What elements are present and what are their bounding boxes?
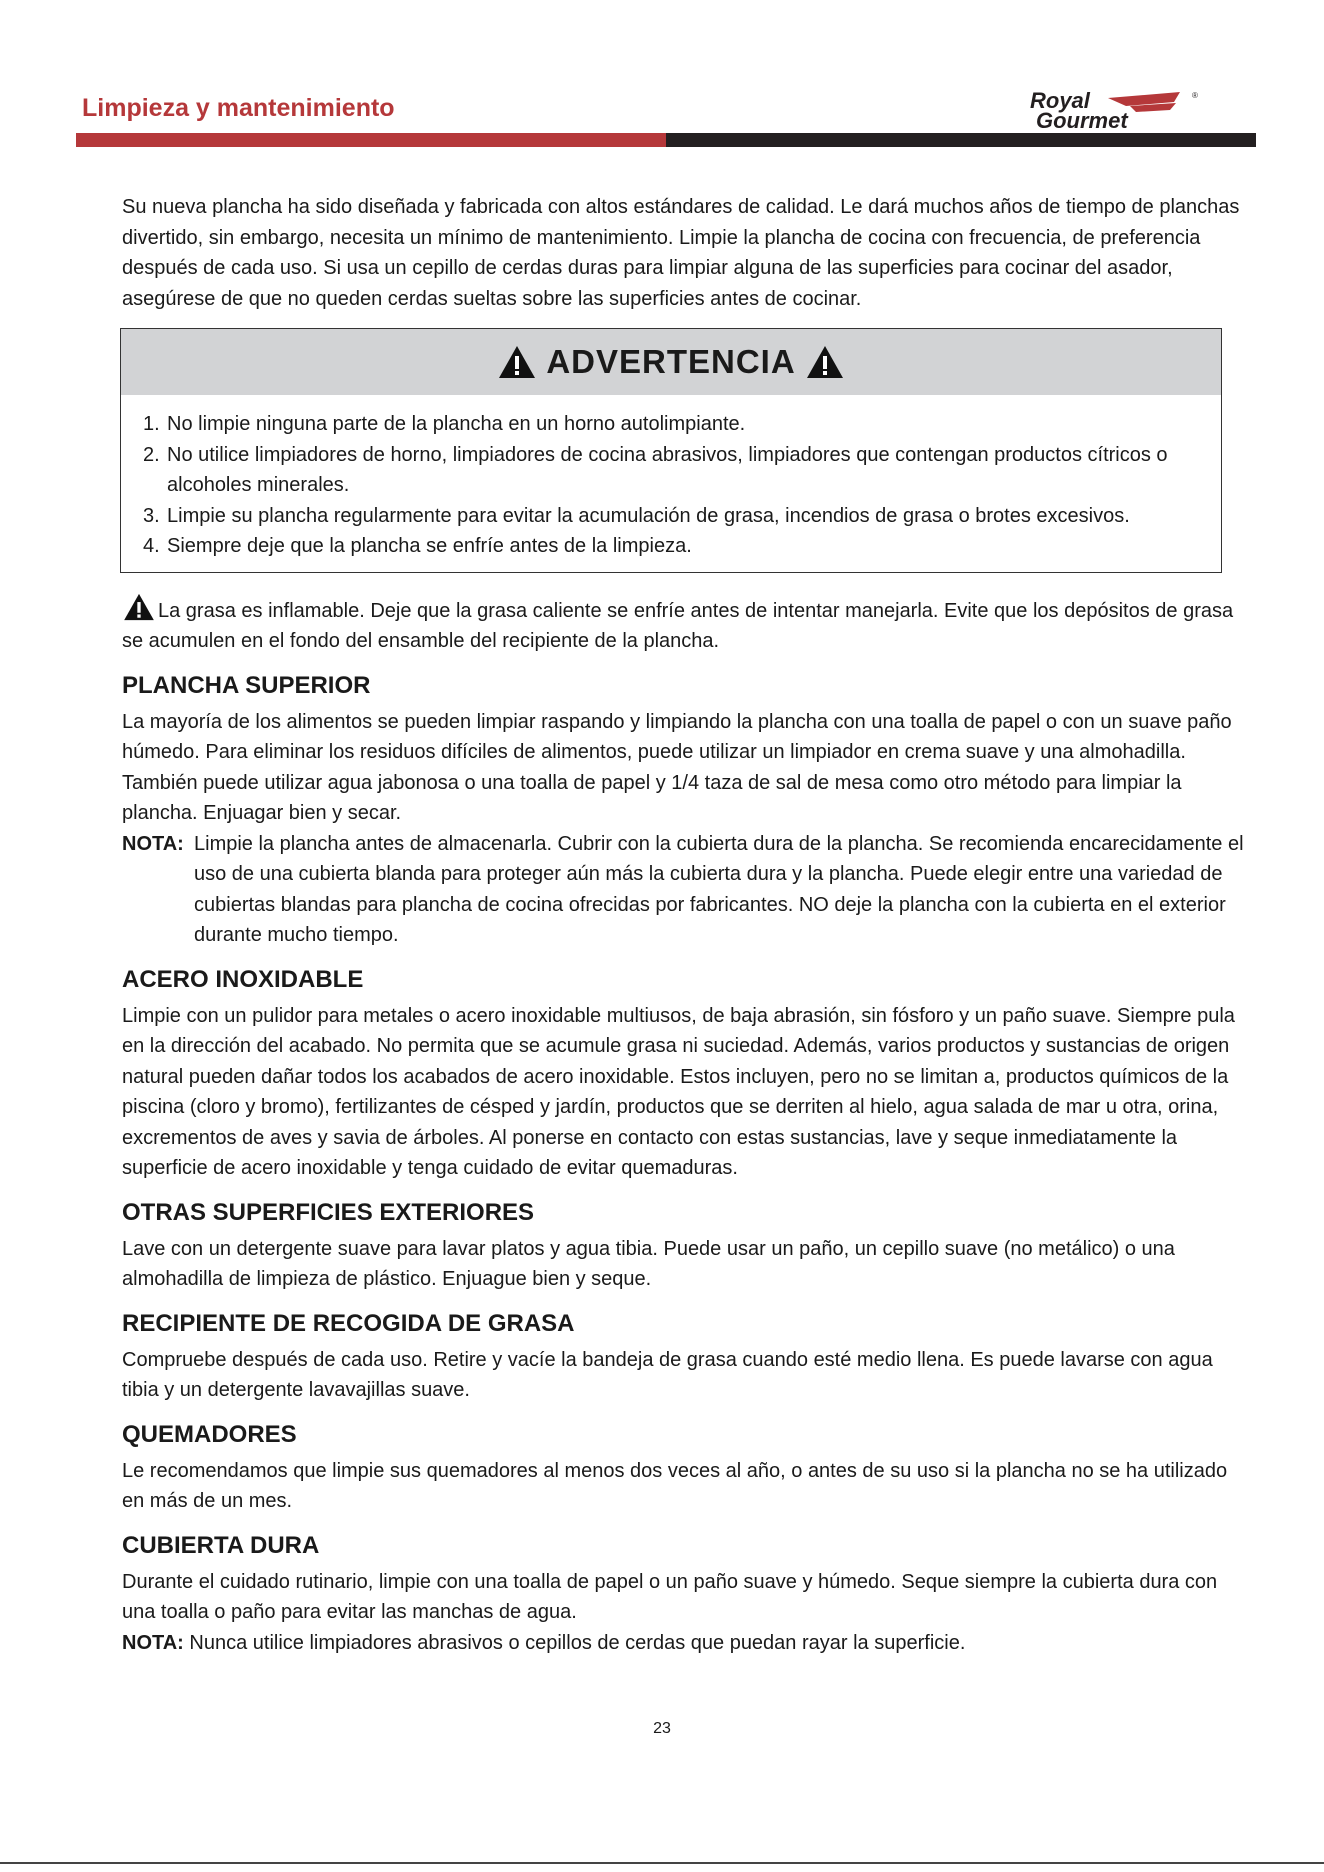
warning-triangle-icon (498, 345, 536, 379)
section-heading: RECIPIENTE DE RECOGIDA DE GRASA (122, 1309, 575, 1337)
intro-paragraph: Su nueva plancha ha sido diseñada y fabricada con altos estándares de calidad. Le dará muchos años de tiempo de planchas divertido, sin embargo, necesita un mínimo de mantenimiento. Limpie la plancha de cocina con frecuencia, de preferencia después de cada uso. Si usa un cepillo de cerdas duras para limpiar alguna de las superficies para cocinar del asador, asegúrese de que no queden cerdas sueltas sobre las superficies antes de cocinar. (122, 196, 1240, 310)
logo-line2: Gourmet (1036, 108, 1128, 132)
royal-gourmet-logo (1030, 88, 1240, 132)
section-body: La mayoría de los alimentos se pueden limpiar raspando y limpiando la plancha con una toalla de papel o con un suave paño húmedo. Para eliminar los residuos difíciles de alimentos, puede utilizar un limpiador en crema suave y una almohadilla. También puede utilizar agua jabonosa o una toalla de papel y 1/4 taza de sal de mesa como otro método para limpiar la plancha. Enjuagar bien y secar. (122, 710, 1232, 824)
list-item: 2. No utilice limpiadores de horno, limpiadores de cocina abrasivos, limpiadores que contengan productos cítricos o alcoholes minerales. (143, 443, 1168, 496)
section-body: Durante el cuidado rutinario, limpie con una toalla de papel o un paño suave y húmedo. Seque siempre la cubierta dura con una toalla o paño para evitar las manchas de agua. (122, 1570, 1218, 1623)
section-cubierta-dura (122, 1529, 1254, 1659)
section-otras-superficies (122, 1196, 1254, 1295)
warning-header (121, 329, 1221, 395)
section-quemadores (122, 1418, 1254, 1517)
page-title: Limpieza y mantenimiento (82, 94, 395, 122)
warning-box (120, 328, 1222, 573)
grease-warning-note: La grasa es inflamable. Deje que la grasa caliente se enfríe antes de intentar manejarla. Evite que los depósitos de grasa se acumulen en el fondo del ensamble del recipiente de la plancha. (122, 593, 1254, 657)
list-item: 1. No limpie ninguna parte de la plancha en un horno autolimpiante. (143, 413, 746, 435)
section-body: Lave con un detergente suave para lavar platos y agua tibia. Puede usar un paño, un cepillo suave (no metálico) o una almohadilla de limpieza de plástico. Enjuague bien y seque. (122, 1237, 1175, 1290)
warning-list (121, 395, 1221, 572)
section-heading: CUBIERTA DURA (122, 1531, 320, 1559)
header-bar (76, 133, 1256, 147)
page-number: 23 (653, 1720, 671, 1737)
section-body: Le recomendamos que limpie sus quemadores al menos dos veces al año, o antes de su uso si la plancha no se ha utilizado en más de un mes. (122, 1459, 1228, 1512)
warning-triangle-icon (806, 345, 844, 379)
note (122, 1628, 1254, 1659)
note-text: Nunca utilice limpiadores abrasivos o cepillos de cerdas que puedan rayar la superficie. (189, 1631, 966, 1654)
logo-line1: Royal (1030, 88, 1090, 113)
section-heading: QUEMADORES (122, 1420, 297, 1448)
note-label: NOTA: (122, 1631, 184, 1654)
note (122, 829, 1254, 951)
section-acero-inoxidable (122, 963, 1254, 1184)
list-item: 3. Limpie su plancha regularmente para evitar la acumulación de grasa, incendios de grasa o brotes excesivos. (143, 504, 1130, 527)
footer-line (0, 1862, 1324, 1864)
list-item: 4. Siempre deje que la plancha se enfríe antes de la limpieza. (143, 535, 692, 557)
logo-registered: ® (1192, 91, 1198, 100)
warning-title: ADVERTENCIA (546, 342, 796, 380)
note-label: NOTA: (122, 832, 184, 855)
section-heading: ACERO INOXIDABLE (122, 965, 364, 993)
section-body: Limpie con un pulidor para metales o acero inoxidable multiusos, de baja abrasión, sin fósforo y un paño suave. Siempre pula en la dirección del acabado. No permita que se acumule grasa ni suciedad. Además, varios productos y sustancias de origen natural pueden dañar todos los acabados de acero inoxidable. Estos incluyen, pero no se limitan a, productos químicos de la piscina (cloro y bromo), fertilizantes de césped y jardín, productos que se derriten al hielo, agua salada de mar u otra, orina, excrementos de aves y savia de árboles. Al ponerse en contacto con estas sustancias, lave y seque inmediatamente la superficie de acero inoxidable y tenga cuidado de evitar quemaduras. (122, 1004, 1235, 1179)
section-plancha-superior (122, 669, 1254, 951)
page-content (122, 192, 1254, 1670)
section-body: Compruebe después de cada uso. Retire y vacíe la bandeja de grasa cuando esté medio llena. Es puede lavarse con agua tibia y un detergente lavavajillas suave. (122, 1348, 1213, 1401)
warning-triangle-icon (122, 593, 156, 621)
section-recipiente-grasa (122, 1307, 1254, 1406)
note-text: Limpie la plancha antes de almacenarla. Cubrir con la cubierta dura de la plancha. Se recomienda encarecidamente el uso de una cubierta blanda para proteger aún más la cubierta dura y la plancha. Puede elegir entre una variedad de cubiertas blandas para plancha de cocina ofrecidas por fabricantes. NO deje la plancha con la cubierta en el exterior durante mucho tiempo. (194, 832, 1244, 946)
section-heading: OTRAS SUPERFICIES EXTERIORES (122, 1198, 535, 1226)
section-heading: PLANCHA SUPERIOR (122, 671, 371, 699)
